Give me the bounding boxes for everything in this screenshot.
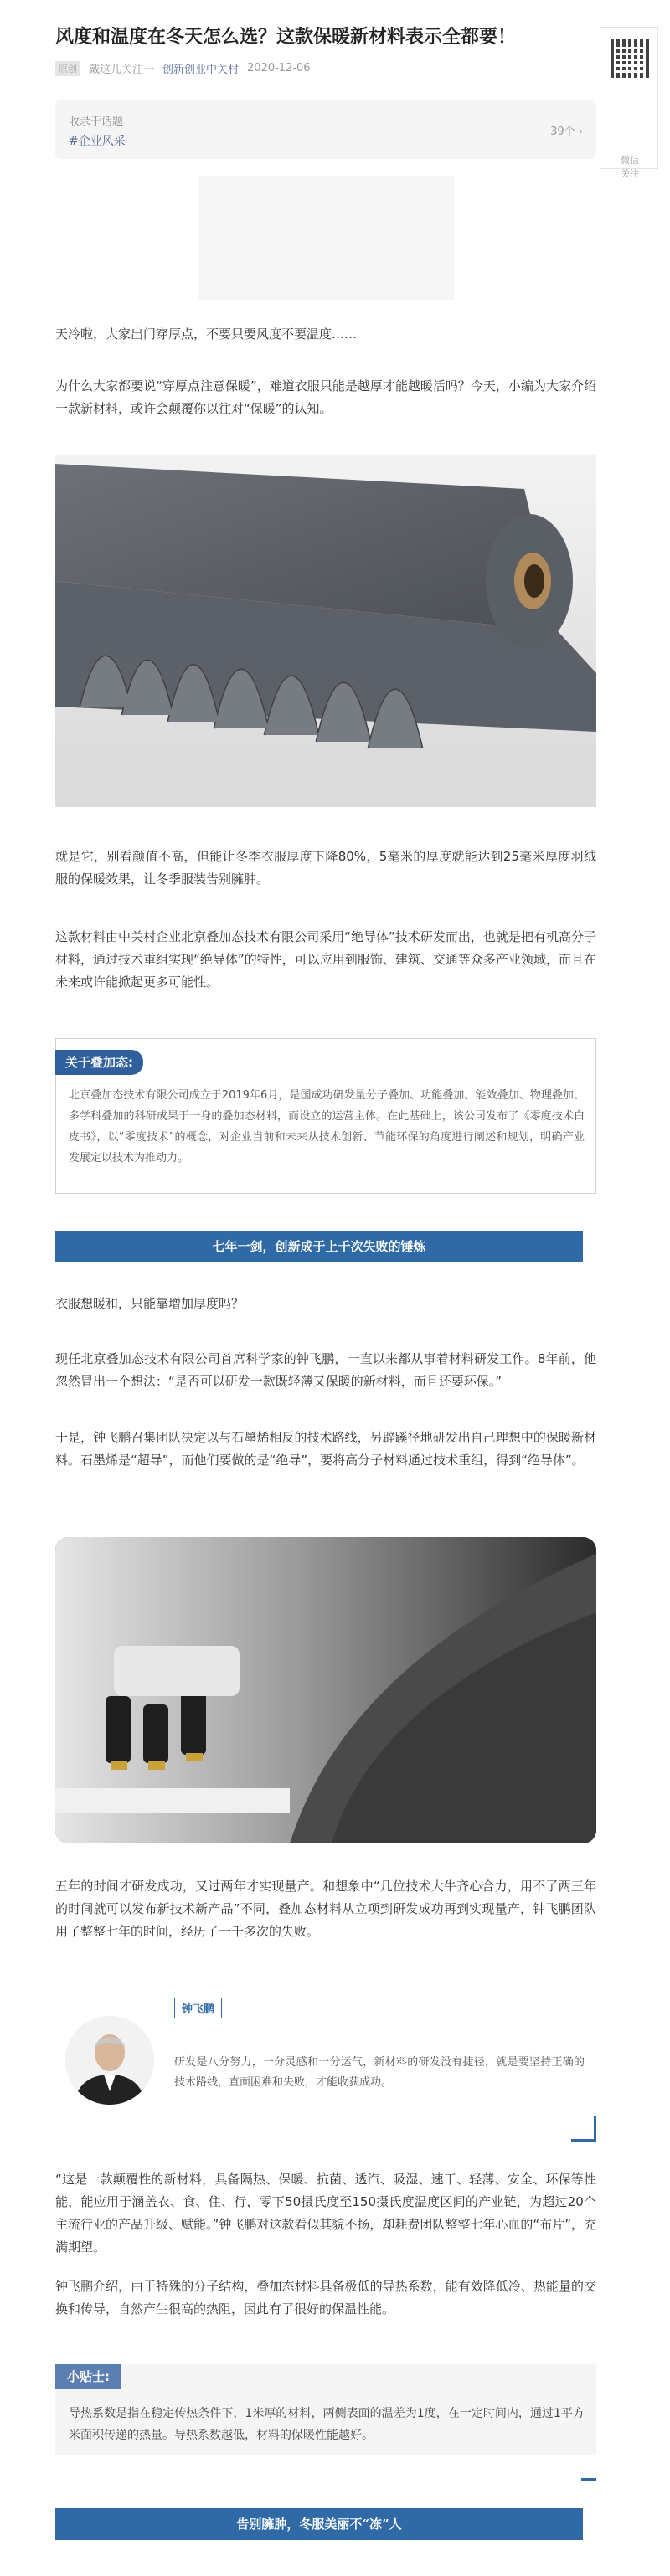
- author-name[interactable]: 戴这儿关注一: [89, 64, 155, 76]
- avatar: [65, 2016, 154, 2105]
- corner-decoration: [571, 2116, 596, 2142]
- tip-tag: 小贴士:: [55, 2364, 121, 2389]
- paragraph: 就是它，别看颜值不高，但能让冬季衣服厚度下降80%，5毫米的厚度就能达到25毫米厚度羽绒服的保暖效果，让冬季服装告别臃肿。: [55, 849, 596, 887]
- paragraph: 天冷啦，大家出门穿厚点，不要只要风度不要温度……: [55, 326, 358, 342]
- about-company-text: 北京叠加态技术有限公司成立于2019年6月，是国成功研发量分子叠加、功能叠加、能效叠加、物理叠加、多学科叠加的科研成果于一身的叠加态材料，而设立的运营主体。在此基础上，该公司发布了《零度技术白皮书》，以“零度技术”的概念，对企业当前和未来从技术创新、节能环保的角度进行阐述和规划，明确产业发展定以技术为推动力。: [69, 1089, 585, 1165]
- quote-text: 研发是八分努力，一分灵感和一分运气，新材料的研发没有捷径，就是要坚持正确的技术路线，直面困难和失败，才能收获成功。: [174, 2056, 585, 2089]
- tip-text: 导热系数是指在稳定传热条件下，1米厚的材料，两侧表面的温差为1度，在一定时间内，通过1平方米面积传递的热量。导热系数越低，材料的保暖性能越好。: [69, 2407, 585, 2442]
- collection-hashtag[interactable]: #企业风采: [69, 135, 126, 148]
- qr-code-panel: [600, 27, 658, 179]
- article-title: 风度和温度在冬天怎么选？这款保暖新材料表示全都要！: [55, 27, 517, 48]
- quote-card: [55, 1992, 596, 2143]
- paragraph: 于是，钟飞鹏召集团队决定以与石墨烯相反的技术路线，另辟蹊径地研发出自己理想中的保暖新材料。石墨烯是“超导”，而他们要做的是“绝导”，要将高分子材料通过技术重组，得到“绝导体”。: [55, 1430, 596, 1468]
- about-company-tag: 关于叠加态:: [55, 1050, 143, 1075]
- qr-caption-2: 关注: [621, 168, 639, 179]
- paragraph: 衣服想暖和，只能靠增加厚度吗？: [55, 1296, 245, 1311]
- paragraph: 五年的时间才研发成功，又过两年才实现量产。和想象中“几位技术大牛齐心合力，用不了两三年的时间就可以发布新技术新产品”不同，叠加态材料从立项到研发成功再到实现量产，钟飞鹏团队用了整整七年的时间，经历了一千多次的失败。: [55, 1879, 596, 1939]
- section-banner: 告别臃肿，冬服美丽不“冻”人: [55, 2508, 583, 2540]
- original-badge: 原创: [55, 61, 80, 76]
- article-meta: [55, 60, 311, 76]
- microscope-illustration: [55, 1537, 596, 1843]
- qr-code-icon: [611, 39, 649, 78]
- paragraph: 这款材料由中关村企业北京叠加态技术有限公司采用“绝导体”技术研发而出，也就是把有机高分子材料，通过技术重组实现“绝导体”的特性，可以应用到服饰、建筑、交通等众多产业领域，而且在未来或许能掀起更多可能性。: [55, 929, 596, 990]
- person-portrait: [65, 2016, 154, 2105]
- fabric-roll-illustration: [55, 455, 596, 807]
- fabric-roll-image: [55, 455, 596, 807]
- publish-date: 2020-12-06: [247, 62, 311, 75]
- collection-count[interactable]: 39个 ›: [550, 126, 583, 138]
- microscope-fabric-image: [55, 1537, 596, 1843]
- collection-label: 收录于话题: [69, 116, 124, 128]
- paragraph: “这是一款颠覆性的新材料，具备隔热、保暖、抗菌、透汽、吸湿、速干、轻薄、安全、环保等性能，能应用于涵盖衣、食、住、行，零下50摄氏度至150摄氏度温度区间的产业链，为超过20个主流行业的产品升级、赋能。”钟飞鹏对这款看似其貌不扬，却耗费团队整整七年心血的“布片”，充满期望。: [55, 2172, 596, 2255]
- image-placeholder: [198, 176, 454, 300]
- account-link[interactable]: 创新创业中关村: [162, 64, 240, 76]
- topic-collection-card[interactable]: [55, 100, 596, 159]
- paragraph: 为什么大家都要说“穿厚点注意保暖”，难道衣服只能是越厚才能越暖活吗？今天，小编为大家介绍一款新材料，或许会颠覆你以往对“保暖”的认知。: [55, 378, 596, 416]
- paragraph: 钟飞鹏介绍，由于特殊的分子结构，叠加态材料具备极低的导热系数，能有效降低冷、热能量的交换和传导，自然产生很高的热阻，因此有了很好的保温性能。: [55, 2279, 596, 2316]
- person-name-tag: 钟飞鹏: [174, 1998, 222, 2018]
- qr-caption-1: 微信: [621, 155, 639, 166]
- paragraph: 现任北京叠加态技术有限公司首席科学家的钟飞鹏，一直以来都从事着材料研发工作。8年前，他忽然冒出一个想法：“是否可以研发一款既轻薄又保暖的新材料，而且还要环保。”: [55, 1351, 596, 1389]
- section-banner: 七年一剑，创新成于上千次失败的锤炼: [55, 1231, 583, 1262]
- tip-decoration: [581, 2478, 596, 2481]
